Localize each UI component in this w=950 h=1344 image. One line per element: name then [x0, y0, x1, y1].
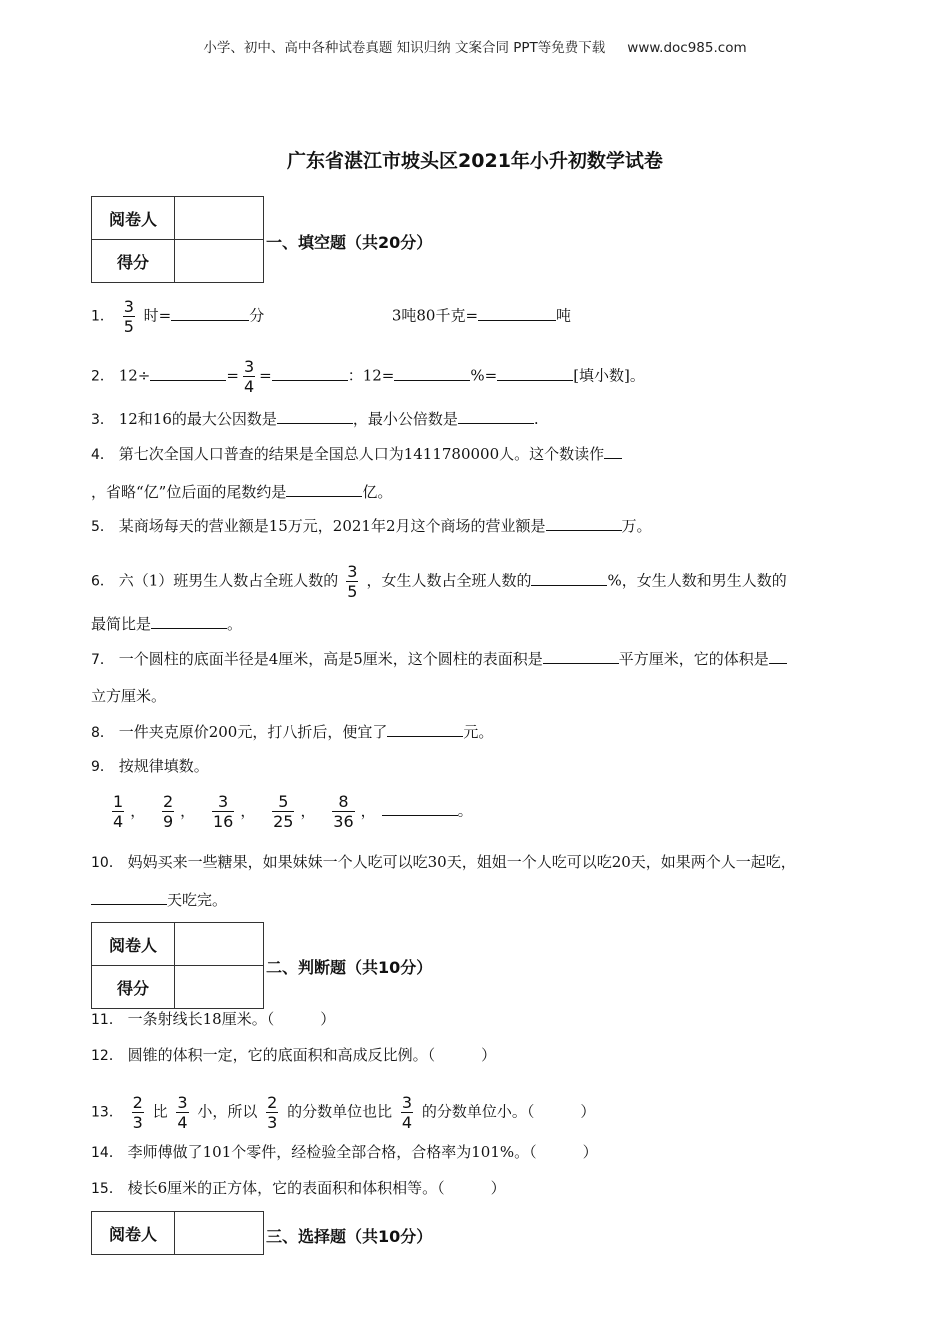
answer-blank[interactable] — [387, 721, 463, 737]
answer-blank[interactable] — [604, 443, 622, 459]
question-3: 3． 12和16的最大公因数是 ，最小公倍数是 . — [91, 410, 539, 428]
reviewer-label: 阅卷人 — [92, 1212, 175, 1255]
answer-blank[interactable] — [171, 305, 249, 321]
question-number: 14． — [91, 1145, 123, 1161]
question-number: 3． — [91, 412, 114, 428]
reviewer-cell — [175, 923, 264, 966]
reviewer-cell — [175, 1212, 264, 1255]
site-header — [0, 36, 950, 56]
question-9: 9． 按规律填数。 — [91, 757, 209, 775]
answer-blank[interactable] — [769, 648, 787, 664]
question-number: 12． — [91, 1048, 123, 1064]
page-title: 广东省湛江市坡头区2021年小升初数学试卷 — [287, 150, 663, 172]
question-number: 15． — [91, 1181, 123, 1197]
question-10: 10． 妈妈买来一些糖果，如果妹妹一个人吃可以吃30天，姐姐一个人吃可以吃20天，如果两个人一起吃， — [91, 853, 796, 871]
question-5: 5． 某商场每天的营业额是15万元，2021年2月这个商场的营业额是 万。 — [91, 517, 652, 535]
question-number: 7． — [91, 652, 114, 668]
fraction: $\frac{3}{4}$ — [401, 1093, 413, 1132]
question-number: 1． — [91, 308, 114, 325]
fraction: $\frac{2}{9}$ — [162, 792, 174, 831]
fraction: $\frac{5}{25}$ — [273, 792, 294, 831]
question-15: 15． 棱长6厘米的正方体，它的表面积和体积相等。（ ） — [91, 1179, 506, 1197]
fraction: $\frac{2}{3}$ — [132, 1093, 143, 1132]
question-1: 1． $\frac{3}{5}$ 时= 分 3吨80千克= 吨 — [91, 297, 572, 336]
score-table-1 — [91, 196, 264, 283]
question-number: 5． — [91, 519, 114, 535]
fraction: $\frac{3}{16}$ — [212, 792, 234, 831]
answer-blank[interactable] — [543, 648, 619, 664]
reviewer-cell — [175, 197, 264, 240]
reviewer-label: 阅卷人 — [92, 923, 175, 966]
question-2: 2． 12÷ = $\frac{3}{4}$ = ：12= %= [填小数]。 — [91, 357, 645, 396]
question-10-line-2: 天吃完。 — [91, 889, 227, 910]
question-9-sequence: $\frac{1}{4}$ ， $\frac{2}{9}$ ， $\frac{3}{16}$ ， $\frac{5}{25}$ ， $\frac{8}{36}$ ， 。 — [113, 792, 473, 831]
fraction: $\frac{1}{4}$ — [113, 792, 124, 831]
score-table-3 — [91, 1211, 264, 1255]
question-11: 11． 一条射线长18厘米。（ ） — [91, 1010, 336, 1028]
question-number: 13． — [91, 1104, 123, 1121]
fraction: $\frac{3}{4}$ — [243, 357, 255, 396]
question-14: 14． 李师傅做了101个零件，经检验全部合格，合格率为101%。（ ） — [91, 1143, 598, 1161]
score-label: 得分 — [92, 966, 175, 1009]
answer-blank[interactable] — [531, 570, 607, 586]
score-cell — [175, 966, 264, 1009]
question-13: 13． $\frac{2}{3}$ 比 $\frac{3}{4}$ 小，所以 $\frac{2}{3}$ 的分数单位也比 $\frac{3}{4}$ 的分数单位小。（ ） — [91, 1093, 596, 1132]
question-number: 6． — [91, 573, 114, 590]
answer-blank[interactable] — [151, 613, 227, 629]
answer-blank[interactable] — [91, 889, 167, 905]
question-4-line-2: ，省略“亿”位后面的尾数约是 亿。 — [91, 483, 393, 501]
score-label: 得分 — [92, 240, 175, 283]
question-4: 4． 第七次全国人口普查的结果是全国总人口为1411780000人。这个数读作 — [91, 443, 622, 465]
fraction: $\frac{2}{3}$ — [267, 1093, 278, 1132]
question-number: 4． — [91, 447, 114, 463]
question-number: 11． — [91, 1012, 123, 1028]
question-number: 10． — [91, 855, 123, 871]
question-7: 7． 一个圆柱的底面半径是4厘米，高是5厘米，这个圆柱的表面积是 平方厘米，它的体积是 — [91, 648, 787, 670]
section-title-3: 三、选择题（共10分） — [266, 1227, 433, 1246]
question-8: 8． 一件夹克原价200元，打八折后，便宜了 元。 — [91, 723, 494, 741]
fraction: $\frac{8}{36}$ — [333, 792, 354, 831]
section-title-2: 二、判断题（共10分） — [266, 958, 433, 977]
question-12: 12． 圆锥的体积一定，它的底面积和高成反比例。（ ） — [91, 1046, 497, 1064]
answer-blank[interactable] — [286, 481, 362, 497]
answer-blank[interactable] — [458, 408, 534, 424]
answer-blank[interactable] — [382, 800, 458, 816]
question-number: 9． — [91, 759, 114, 775]
answer-blank[interactable] — [546, 515, 622, 531]
question-6-line-2: 最简比是 。 — [91, 615, 243, 633]
header-url[interactable]: www.doc985.com — [627, 40, 747, 56]
fraction: $\frac{3}{5}$ — [347, 562, 358, 601]
question-number: 8． — [91, 725, 114, 741]
question-7-line-2: 立方厘米。 — [91, 687, 167, 705]
section-title-1: 一、填空题（共20分） — [266, 233, 433, 252]
answer-blank[interactable] — [272, 365, 348, 381]
question-number: 2． — [91, 368, 114, 385]
fraction: $\frac{3}{5}$ — [123, 297, 134, 336]
question-6: 6． 六（1）班男生人数占全班人数的 $\frac{3}{5}$ ，女生人数占全班人数的 %，女生人数和男生人数的 — [91, 562, 787, 601]
answer-blank[interactable] — [150, 365, 226, 381]
answer-blank[interactable] — [497, 365, 573, 381]
reviewer-label: 阅卷人 — [92, 197, 175, 240]
answer-blank[interactable] — [394, 365, 470, 381]
header-text: 小学、初中、高中各种试卷真题 知识归纳 文案合同 PPT等免费下载 — [203, 40, 606, 56]
score-cell — [175, 240, 264, 283]
fraction: $\frac{3}{4}$ — [177, 1093, 188, 1132]
answer-blank[interactable] — [478, 305, 556, 321]
answer-blank[interactable] — [277, 408, 353, 424]
score-table-2 — [91, 922, 264, 1009]
